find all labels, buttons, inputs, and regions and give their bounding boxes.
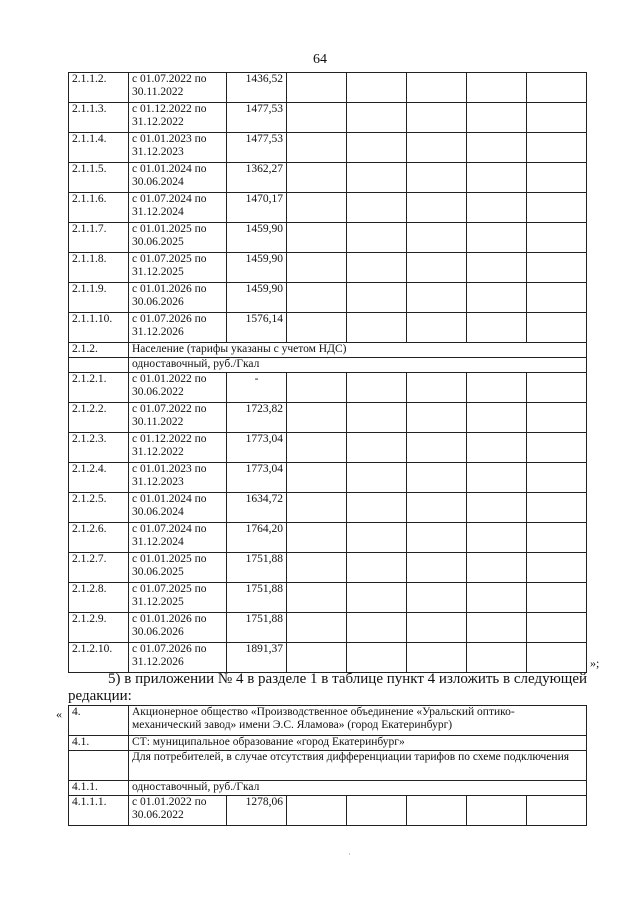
tariff-value: 1459,90 xyxy=(227,283,287,313)
empty-cell xyxy=(467,403,527,433)
row-number: 2.1.2.10. xyxy=(69,643,129,673)
empty-cell xyxy=(467,313,527,343)
row-description: Для потребителей, в случае отсутствия дифференциации тарифов по схеме подключения xyxy=(129,751,587,781)
table-row xyxy=(69,781,587,796)
period-cell: с 01.07.2022 по 30.11.2022 xyxy=(129,73,227,103)
empty-cell xyxy=(407,403,467,433)
empty-cell xyxy=(287,133,347,163)
tariff-value: 1278,06 xyxy=(227,796,287,826)
row-number: 2.1.1.5. xyxy=(69,163,129,193)
opening-quote: « xyxy=(56,707,62,721)
amendment-paragraph xyxy=(68,671,613,705)
empty-cell xyxy=(287,403,347,433)
tariff-value: 1459,90 xyxy=(227,223,287,253)
tariff-value: 1723,82 xyxy=(227,403,287,433)
empty-cell xyxy=(527,433,587,463)
tariff-value: 1634,72 xyxy=(227,493,287,523)
table-row xyxy=(69,643,587,673)
tariff-value: 1576,14 xyxy=(227,313,287,343)
empty-cell xyxy=(527,553,587,583)
empty-cell xyxy=(527,463,587,493)
empty-cell xyxy=(467,283,527,313)
empty-cell xyxy=(527,163,587,193)
empty-cell xyxy=(287,373,347,403)
row-number: 4.1.1. xyxy=(69,781,129,796)
empty-cell xyxy=(527,373,587,403)
empty-cell xyxy=(347,553,407,583)
table-row xyxy=(69,163,587,193)
tariff-value: 1459,90 xyxy=(227,253,287,283)
empty-cell xyxy=(527,253,587,283)
empty-cell xyxy=(407,193,467,223)
closing-quote: »; xyxy=(590,656,600,670)
tariff-value: 1751,88 xyxy=(227,613,287,643)
empty-cell xyxy=(347,253,407,283)
empty-cell xyxy=(287,313,347,343)
empty-cell xyxy=(527,613,587,643)
row-number: 2.1.2.7. xyxy=(69,553,129,583)
period-cell: с 01.01.2023 по 31.12.2023 xyxy=(129,133,227,163)
table-row xyxy=(69,103,587,133)
table-row xyxy=(69,523,587,553)
empty-cell xyxy=(407,523,467,553)
period-cell: с 01.01.2024 по 30.06.2024 xyxy=(129,493,227,523)
scan-speck: · xyxy=(348,850,351,859)
table-row xyxy=(69,193,587,223)
tariff-value: 1362,27 xyxy=(227,163,287,193)
period-cell: с 01.07.2026 по 31.12.2026 xyxy=(129,643,227,673)
empty-cell xyxy=(467,643,527,673)
tariff-value: 1891,37 xyxy=(227,643,287,673)
tariff-value: 1470,17 xyxy=(227,193,287,223)
empty-cell xyxy=(407,493,467,523)
period-cell: с 01.07.2022 по 30.11.2022 xyxy=(129,403,227,433)
empty-cell xyxy=(527,223,587,253)
table-row xyxy=(69,313,587,343)
empty-cell xyxy=(347,283,407,313)
period-cell: с 01.01.2022 по 30.06.2022 xyxy=(129,373,227,403)
table-row xyxy=(69,493,587,523)
empty-cell xyxy=(347,313,407,343)
empty-cell xyxy=(527,796,587,826)
empty-cell xyxy=(527,403,587,433)
table-row xyxy=(69,223,587,253)
empty-cell xyxy=(467,493,527,523)
empty-cell xyxy=(347,133,407,163)
period-cell: с 01.07.2024 по 31.12.2024 xyxy=(129,193,227,223)
table-row xyxy=(69,583,587,613)
empty-cell xyxy=(527,523,587,553)
empty-cell xyxy=(527,193,587,223)
tariff-table-item-4 xyxy=(68,705,587,826)
empty-cell xyxy=(467,163,527,193)
empty-cell xyxy=(347,73,407,103)
empty-cell xyxy=(407,313,467,343)
row-number: 2.1.2.6. xyxy=(69,523,129,553)
table-row xyxy=(69,796,587,826)
empty-cell xyxy=(287,493,347,523)
empty-cell xyxy=(287,553,347,583)
empty-cell xyxy=(287,583,347,613)
empty-cell xyxy=(467,103,527,133)
period-cell: с 01.01.2026 по 30.06.2026 xyxy=(129,283,227,313)
tariff-value: 1751,88 xyxy=(227,583,287,613)
period-cell: с 01.07.2025 по 31.12.2025 xyxy=(129,583,227,613)
empty-cell xyxy=(527,313,587,343)
empty-cell xyxy=(407,433,467,463)
period-cell: с 01.12.2022 по 31.12.2022 xyxy=(129,103,227,133)
row-number: 4.1.1.1. xyxy=(69,796,129,826)
table-row xyxy=(69,706,587,736)
empty-cell xyxy=(527,133,587,163)
period-cell: с 01.01.2023 по 31.12.2023 xyxy=(129,463,227,493)
empty-cell xyxy=(287,283,347,313)
row-description: Акционерное общество «Производственное объединение «Уральский оптико-механический завод» имени Э.С. Яламова» (город Екатеринбург) xyxy=(129,706,587,736)
empty-cell xyxy=(527,493,587,523)
period-cell: с 01.01.2025 по 30.06.2025 xyxy=(129,223,227,253)
paragraph-line-2: редакции: xyxy=(68,688,132,704)
table-row xyxy=(69,253,587,283)
period-cell: с 01.01.2025 по 30.06.2025 xyxy=(129,553,227,583)
empty-cell xyxy=(287,613,347,643)
table-row xyxy=(69,433,587,463)
empty-cell xyxy=(347,163,407,193)
row-number: 4. xyxy=(69,706,129,736)
table-row xyxy=(69,373,587,403)
empty-cell xyxy=(287,523,347,553)
period-cell: с 01.01.2024 по 30.06.2024 xyxy=(129,163,227,193)
row-number xyxy=(69,751,129,781)
table-row xyxy=(69,553,587,583)
empty-cell xyxy=(287,193,347,223)
empty-cell xyxy=(347,403,407,433)
empty-cell xyxy=(287,253,347,283)
table-row xyxy=(69,736,587,751)
empty-cell xyxy=(347,463,407,493)
empty-cell xyxy=(407,373,467,403)
empty-cell xyxy=(347,796,407,826)
row-number: 2.1.1.6. xyxy=(69,193,129,223)
empty-cell xyxy=(407,583,467,613)
row-number: 2.1.2.5. xyxy=(69,493,129,523)
period-cell: с 01.07.2025 по 31.12.2025 xyxy=(129,253,227,283)
empty-cell xyxy=(287,223,347,253)
empty-cell xyxy=(467,73,527,103)
empty-cell xyxy=(407,133,467,163)
row-number: 2.1.1.4. xyxy=(69,133,129,163)
row-number: 2.1.2. xyxy=(69,343,129,358)
empty-cell xyxy=(467,193,527,223)
empty-cell xyxy=(467,796,527,826)
period-cell: с 01.07.2026 по 31.12.2026 xyxy=(129,313,227,343)
row-number: 2.1.1.10. xyxy=(69,313,129,343)
tariff-value: 1773,04 xyxy=(227,463,287,493)
tariff-value: 1773,04 xyxy=(227,433,287,463)
empty-cell xyxy=(347,373,407,403)
page-number: 64 xyxy=(313,52,327,67)
empty-cell xyxy=(287,463,347,493)
tariff-value: 1477,53 xyxy=(227,103,287,133)
empty-cell xyxy=(467,253,527,283)
empty-cell xyxy=(407,223,467,253)
row-number: 2.1.2.1. xyxy=(69,373,129,403)
table-row xyxy=(69,613,587,643)
paragraph-line-1: 5) в приложении № 4 в разделе 1 в таблице пункт 4 изложить в следующей xyxy=(108,671,588,687)
table-row xyxy=(69,463,587,493)
empty-cell xyxy=(347,223,407,253)
row-number: 2.1.2.9. xyxy=(69,613,129,643)
period-cell: с 01.12.2022 по 31.12.2022 xyxy=(129,433,227,463)
row-number xyxy=(69,358,129,373)
empty-cell xyxy=(347,493,407,523)
empty-cell xyxy=(407,553,467,583)
empty-cell xyxy=(467,553,527,583)
empty-cell xyxy=(467,463,527,493)
row-description: СТ: муниципальное образование «город Екатеринбург» xyxy=(129,736,587,751)
row-number: 2.1.1.2. xyxy=(69,73,129,103)
empty-cell xyxy=(347,103,407,133)
empty-cell xyxy=(407,613,467,643)
table-row xyxy=(69,403,587,433)
tariff-table-continued xyxy=(68,72,587,673)
table-row xyxy=(69,751,587,781)
row-description: Население (тарифы указаны с учетом НДС) xyxy=(129,343,587,358)
table-row xyxy=(69,133,587,163)
empty-cell xyxy=(467,583,527,613)
empty-cell xyxy=(407,163,467,193)
tariff-value: - xyxy=(227,373,287,403)
row-number: 2.1.2.8. xyxy=(69,583,129,613)
tariff-value: 1764,20 xyxy=(227,523,287,553)
empty-cell xyxy=(287,103,347,133)
empty-cell xyxy=(287,796,347,826)
empty-cell xyxy=(527,73,587,103)
empty-cell xyxy=(467,373,527,403)
tariff-value: 1751,88 xyxy=(227,553,287,583)
table-row xyxy=(69,73,587,103)
row-number: 2.1.2.4. xyxy=(69,463,129,493)
empty-cell xyxy=(347,613,407,643)
empty-cell xyxy=(527,103,587,133)
tariff-value: 1477,53 xyxy=(227,133,287,163)
empty-cell xyxy=(287,163,347,193)
empty-cell xyxy=(467,133,527,163)
row-number: 2.1.1.3. xyxy=(69,103,129,133)
empty-cell xyxy=(527,583,587,613)
row-number: 4.1. xyxy=(69,736,129,751)
empty-cell xyxy=(287,73,347,103)
empty-cell xyxy=(467,523,527,553)
empty-cell xyxy=(527,283,587,313)
empty-cell xyxy=(407,283,467,313)
table-row xyxy=(69,358,587,373)
empty-cell xyxy=(347,193,407,223)
empty-cell xyxy=(467,433,527,463)
table-row xyxy=(69,343,587,358)
empty-cell xyxy=(407,643,467,673)
row-number: 2.1.2.3. xyxy=(69,433,129,463)
empty-cell xyxy=(287,433,347,463)
empty-cell xyxy=(407,103,467,133)
empty-cell xyxy=(407,796,467,826)
empty-cell xyxy=(527,643,587,673)
table-row xyxy=(69,283,587,313)
empty-cell xyxy=(407,463,467,493)
empty-cell xyxy=(347,433,407,463)
row-number: 2.1.2.2. xyxy=(69,403,129,433)
period-cell: с 01.07.2024 по 31.12.2024 xyxy=(129,523,227,553)
row-number: 2.1.1.9. xyxy=(69,283,129,313)
period-cell: с 01.01.2022 по 30.06.2022 xyxy=(129,796,227,826)
empty-cell xyxy=(467,613,527,643)
row-number: 2.1.1.7. xyxy=(69,223,129,253)
empty-cell xyxy=(467,223,527,253)
period-cell: с 01.01.2026 по 30.06.2026 xyxy=(129,613,227,643)
empty-cell xyxy=(407,253,467,283)
tariff-value: 1436,52 xyxy=(227,73,287,103)
empty-cell xyxy=(407,73,467,103)
empty-cell xyxy=(287,643,347,673)
empty-cell xyxy=(347,583,407,613)
empty-cell xyxy=(347,643,407,673)
empty-cell xyxy=(347,523,407,553)
row-description: одноставочный, руб./Гкал xyxy=(129,781,587,796)
row-number: 2.1.1.8. xyxy=(69,253,129,283)
row-description: одноставочный, руб./Гкал xyxy=(129,358,587,373)
